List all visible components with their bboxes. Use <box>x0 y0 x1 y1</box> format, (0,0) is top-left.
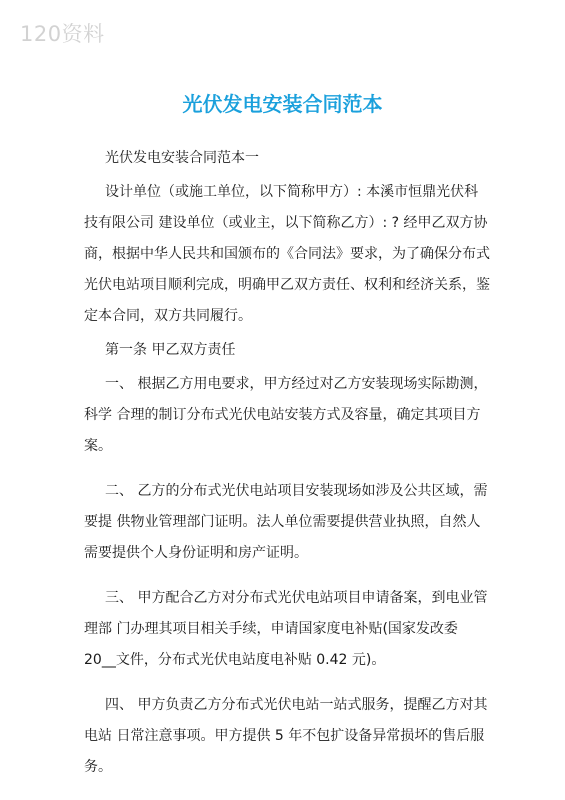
paragraph-clause-4: 四、 甲方负责乙方分布式光伏电站一站式服务，提醒乙方对其电站 日常注意事项。甲方提供 5 年不包扩设备异常损坏的售后服务。 <box>84 697 488 775</box>
paragraph-subtitle: 光伏发电安装合同范本一 <box>105 150 259 166</box>
paragraph-clause-1: 一、 根据乙方用电要求，甲方经过对乙方安装现场实际勘测，科学 合理的制订分布式光伏电站安装方式及容量，确定其项目方案。 <box>84 376 488 454</box>
document-body <box>84 143 492 797</box>
paragraph-parties: 设计单位（或施工单位，以下简称甲方）: 本溪市恒鼎光伏科技有限公司 建设单位（或业主，以下简称乙方）: ? 经甲乙双方协商，根据中华人民共和国颁布的《合同法》要求，为了确保分布式光伏电站项目顺利完成，明确甲乙双方责任、权利和经济关系，鉴定本合同，双方共同履行。 <box>84 184 490 324</box>
watermark-text: 120资料 <box>20 22 105 46</box>
paragraph-article-heading: 第一条 甲乙双方责任 <box>105 342 236 358</box>
document-title: 光伏发电安装合同范本 <box>182 92 383 116</box>
paragraph-clause-3: 三、 甲方配合乙方对分布式光伏电站项目申请备案，到电业管理部 门办理其项目相关手续，申请国家度电补贴(国家发改委 20__文件，分布式光伏电站度电补贴 0.42 元)。 <box>84 590 488 668</box>
paragraph-clause-2: 二、 乙方的分布式光伏电站项目安装现场如涉及公共区域，需要提 供物业管理部门证明。法人单位需要提供营业执照，自然人需要提供个人身份证明和房产证明。 <box>84 483 488 561</box>
